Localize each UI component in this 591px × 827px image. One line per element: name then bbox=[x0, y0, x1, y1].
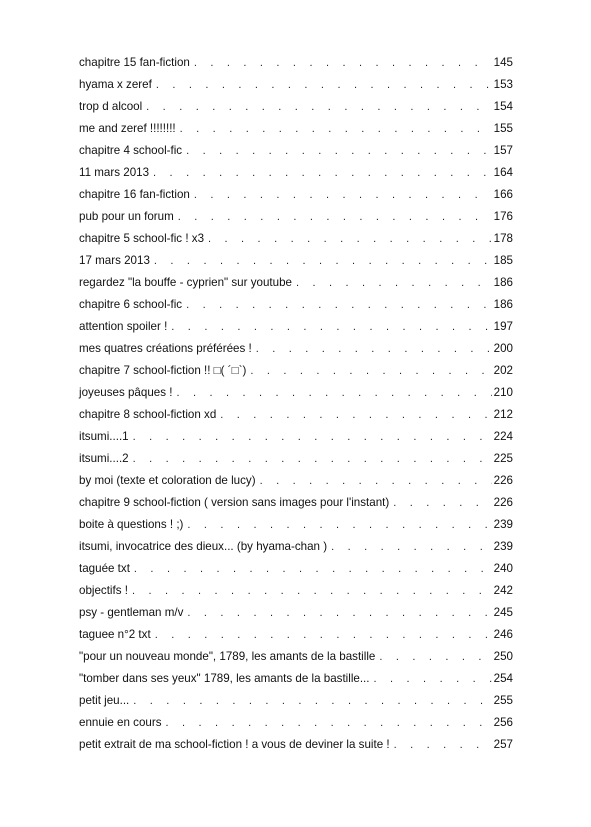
dot-leader bbox=[331, 539, 492, 555]
toc-entry-page-number: 154 bbox=[493, 100, 513, 113]
dot-leader bbox=[176, 385, 491, 401]
toc-entry-page-number: 226 bbox=[493, 496, 513, 509]
dot-leader bbox=[156, 77, 492, 93]
toc-entry bbox=[79, 517, 513, 539]
toc-entry-page-number: 186 bbox=[493, 276, 513, 289]
toc-entry bbox=[79, 561, 513, 583]
toc-entry-title: petit jeu... bbox=[79, 694, 130, 707]
dot-leader bbox=[186, 143, 492, 159]
toc-entry-page-number: 157 bbox=[493, 144, 513, 157]
toc-entry-title: itsumi....1 bbox=[79, 430, 129, 443]
toc-entry bbox=[79, 165, 513, 187]
toc-entry-title: chapitre 9 school-fiction ( version sans images pour l'instant) bbox=[79, 496, 390, 509]
toc-entry-page-number: 250 bbox=[493, 650, 513, 663]
toc-entry bbox=[79, 209, 513, 231]
dot-leader bbox=[133, 693, 491, 709]
toc-entry-page-number: 178 bbox=[493, 232, 513, 245]
toc-entry-title: "tomber dans ses yeux" 1789, les amants de la bastille... bbox=[79, 672, 370, 685]
toc-entry-title: hyama x zeref bbox=[79, 78, 152, 91]
toc-entry bbox=[79, 627, 513, 649]
toc-entry-page-number: 185 bbox=[493, 254, 513, 267]
dot-leader bbox=[133, 451, 492, 467]
toc-entry-page-number: 246 bbox=[493, 628, 513, 641]
toc-entry-page-number: 240 bbox=[493, 562, 513, 575]
toc-entry-title: itsumi, invocatrice des dieux... (by hyama-chan ) bbox=[79, 540, 328, 553]
dot-leader bbox=[154, 253, 492, 269]
toc-entry-page-number: 210 bbox=[493, 386, 513, 399]
toc-entry bbox=[79, 55, 513, 77]
toc-entry-title: pub pour un forum bbox=[79, 210, 174, 223]
toc-entry bbox=[79, 539, 513, 561]
toc-entry bbox=[79, 143, 513, 165]
toc-entry-title: mes quatres créations préférées ! bbox=[79, 342, 252, 355]
dot-leader bbox=[260, 473, 492, 489]
toc-entry bbox=[79, 605, 513, 627]
toc-entry-page-number: 155 bbox=[493, 122, 513, 135]
dot-leader bbox=[220, 407, 491, 423]
toc-entry bbox=[79, 671, 513, 693]
toc-entry bbox=[79, 385, 513, 407]
toc-entry-title: "pour un nouveau monde", 1789, les amants de la bastille bbox=[79, 650, 376, 663]
toc-entry-title: chapitre 6 school-fic bbox=[79, 298, 183, 311]
toc-entry-page-number: 145 bbox=[493, 56, 513, 69]
toc-entry-page-number: 257 bbox=[493, 738, 513, 751]
toc-entry-title: chapitre 15 fan-fiction bbox=[79, 56, 190, 69]
dot-leader bbox=[166, 715, 492, 731]
toc-entry-title: itsumi....2 bbox=[79, 452, 129, 465]
toc-entry-page-number: 224 bbox=[493, 430, 513, 443]
dot-leader bbox=[394, 737, 492, 753]
table-of-contents bbox=[79, 55, 513, 759]
toc-entry-page-number: 153 bbox=[493, 78, 513, 91]
toc-entry-page-number: 164 bbox=[493, 166, 513, 179]
toc-entry-page-number: 242 bbox=[493, 584, 513, 597]
toc-entry-page-number: 197 bbox=[493, 320, 513, 333]
dot-leader bbox=[374, 671, 492, 687]
toc-entry bbox=[79, 583, 513, 605]
toc-entry bbox=[79, 253, 513, 275]
toc-entry-title: regardez "la bouffe - cyprien" sur youtube bbox=[79, 276, 292, 289]
dot-leader bbox=[187, 605, 491, 621]
dot-leader bbox=[155, 627, 492, 643]
dot-leader bbox=[146, 99, 491, 115]
toc-entry-title: 17 mars 2013 bbox=[79, 254, 150, 267]
toc-entry-title: ennuie en cours bbox=[79, 716, 162, 729]
toc-entry bbox=[79, 99, 513, 121]
toc-entry bbox=[79, 275, 513, 297]
toc-entry bbox=[79, 77, 513, 99]
toc-entry bbox=[79, 495, 513, 517]
toc-entry-page-number: 256 bbox=[493, 716, 513, 729]
toc-entry-page-number: 239 bbox=[493, 540, 513, 553]
toc-entry-title: petit extrait de ma school-fiction ! a vous de deviner la suite ! bbox=[79, 738, 390, 751]
toc-entry-page-number: 176 bbox=[493, 210, 513, 223]
toc-entry bbox=[79, 407, 513, 429]
toc-entry bbox=[79, 319, 513, 341]
toc-entry-title: boite à questions ! ;) bbox=[79, 518, 184, 531]
toc-entry bbox=[79, 649, 513, 671]
dot-leader bbox=[186, 297, 492, 313]
toc-entry-page-number: 186 bbox=[493, 298, 513, 311]
dot-leader bbox=[250, 363, 491, 379]
dot-leader bbox=[379, 649, 491, 665]
toc-entry bbox=[79, 737, 513, 759]
toc-entry bbox=[79, 341, 513, 363]
dot-leader bbox=[187, 517, 491, 533]
toc-entry-title: taguée txt bbox=[79, 562, 130, 575]
toc-entry bbox=[79, 363, 513, 385]
toc-entry bbox=[79, 231, 513, 253]
toc-entry-page-number: 202 bbox=[493, 364, 513, 377]
toc-entry-page-number: 212 bbox=[493, 408, 513, 421]
toc-entry-title: chapitre 4 school-fic bbox=[79, 144, 183, 157]
toc-entry bbox=[79, 121, 513, 143]
dot-leader bbox=[194, 187, 492, 203]
dot-leader bbox=[208, 231, 492, 247]
toc-entry bbox=[79, 693, 513, 715]
dot-leader bbox=[178, 209, 492, 225]
toc-entry-title: chapitre 8 school-fiction xd bbox=[79, 408, 217, 421]
toc-entry-page-number: 239 bbox=[493, 518, 513, 531]
toc-entry-page-number: 255 bbox=[493, 694, 513, 707]
dot-leader bbox=[171, 319, 491, 335]
toc-entry-title: chapitre 7 school-fiction !! □( ´□`) bbox=[79, 364, 247, 377]
toc-entry-page-number: 254 bbox=[493, 672, 513, 685]
dot-leader bbox=[296, 275, 492, 291]
toc-entry-page-number: 245 bbox=[493, 606, 513, 619]
toc-entry bbox=[79, 187, 513, 209]
toc-entry-title: by moi (texte et coloration de lucy) bbox=[79, 474, 256, 487]
toc-entry-title: taguee n°2 txt bbox=[79, 628, 151, 641]
toc-entry-page-number: 225 bbox=[493, 452, 513, 465]
dot-leader bbox=[153, 165, 492, 181]
toc-entry-title: psy - gentleman m/v bbox=[79, 606, 184, 619]
dot-leader bbox=[133, 429, 492, 445]
toc-entry bbox=[79, 451, 513, 473]
toc-entry-title: 11 mars 2013 bbox=[79, 166, 150, 179]
toc-entry bbox=[79, 297, 513, 319]
toc-entry bbox=[79, 473, 513, 495]
toc-entry-title: me and zeref !!!!!!!! bbox=[79, 122, 176, 135]
toc-entry-page-number: 166 bbox=[493, 188, 513, 201]
dot-leader bbox=[393, 495, 491, 511]
toc-entry-title: objectifs ! bbox=[79, 584, 128, 597]
toc-entry-page-number: 226 bbox=[493, 474, 513, 487]
toc-entry-title: chapitre 5 school-fic ! x3 bbox=[79, 232, 205, 245]
toc-entry bbox=[79, 715, 513, 737]
toc-entry-title: joyeuses pâques ! bbox=[79, 386, 173, 399]
dot-leader bbox=[134, 561, 492, 577]
toc-entry-title: trop d alcool bbox=[79, 100, 143, 113]
toc-entry-page-number: 200 bbox=[493, 342, 513, 355]
dot-leader bbox=[194, 55, 492, 71]
toc-entry bbox=[79, 429, 513, 451]
dot-leader bbox=[132, 583, 492, 599]
toc-entry-title: attention spoiler ! bbox=[79, 320, 168, 333]
dot-leader bbox=[180, 121, 492, 137]
dot-leader bbox=[256, 341, 492, 357]
toc-entry-title: chapitre 16 fan-fiction bbox=[79, 188, 190, 201]
